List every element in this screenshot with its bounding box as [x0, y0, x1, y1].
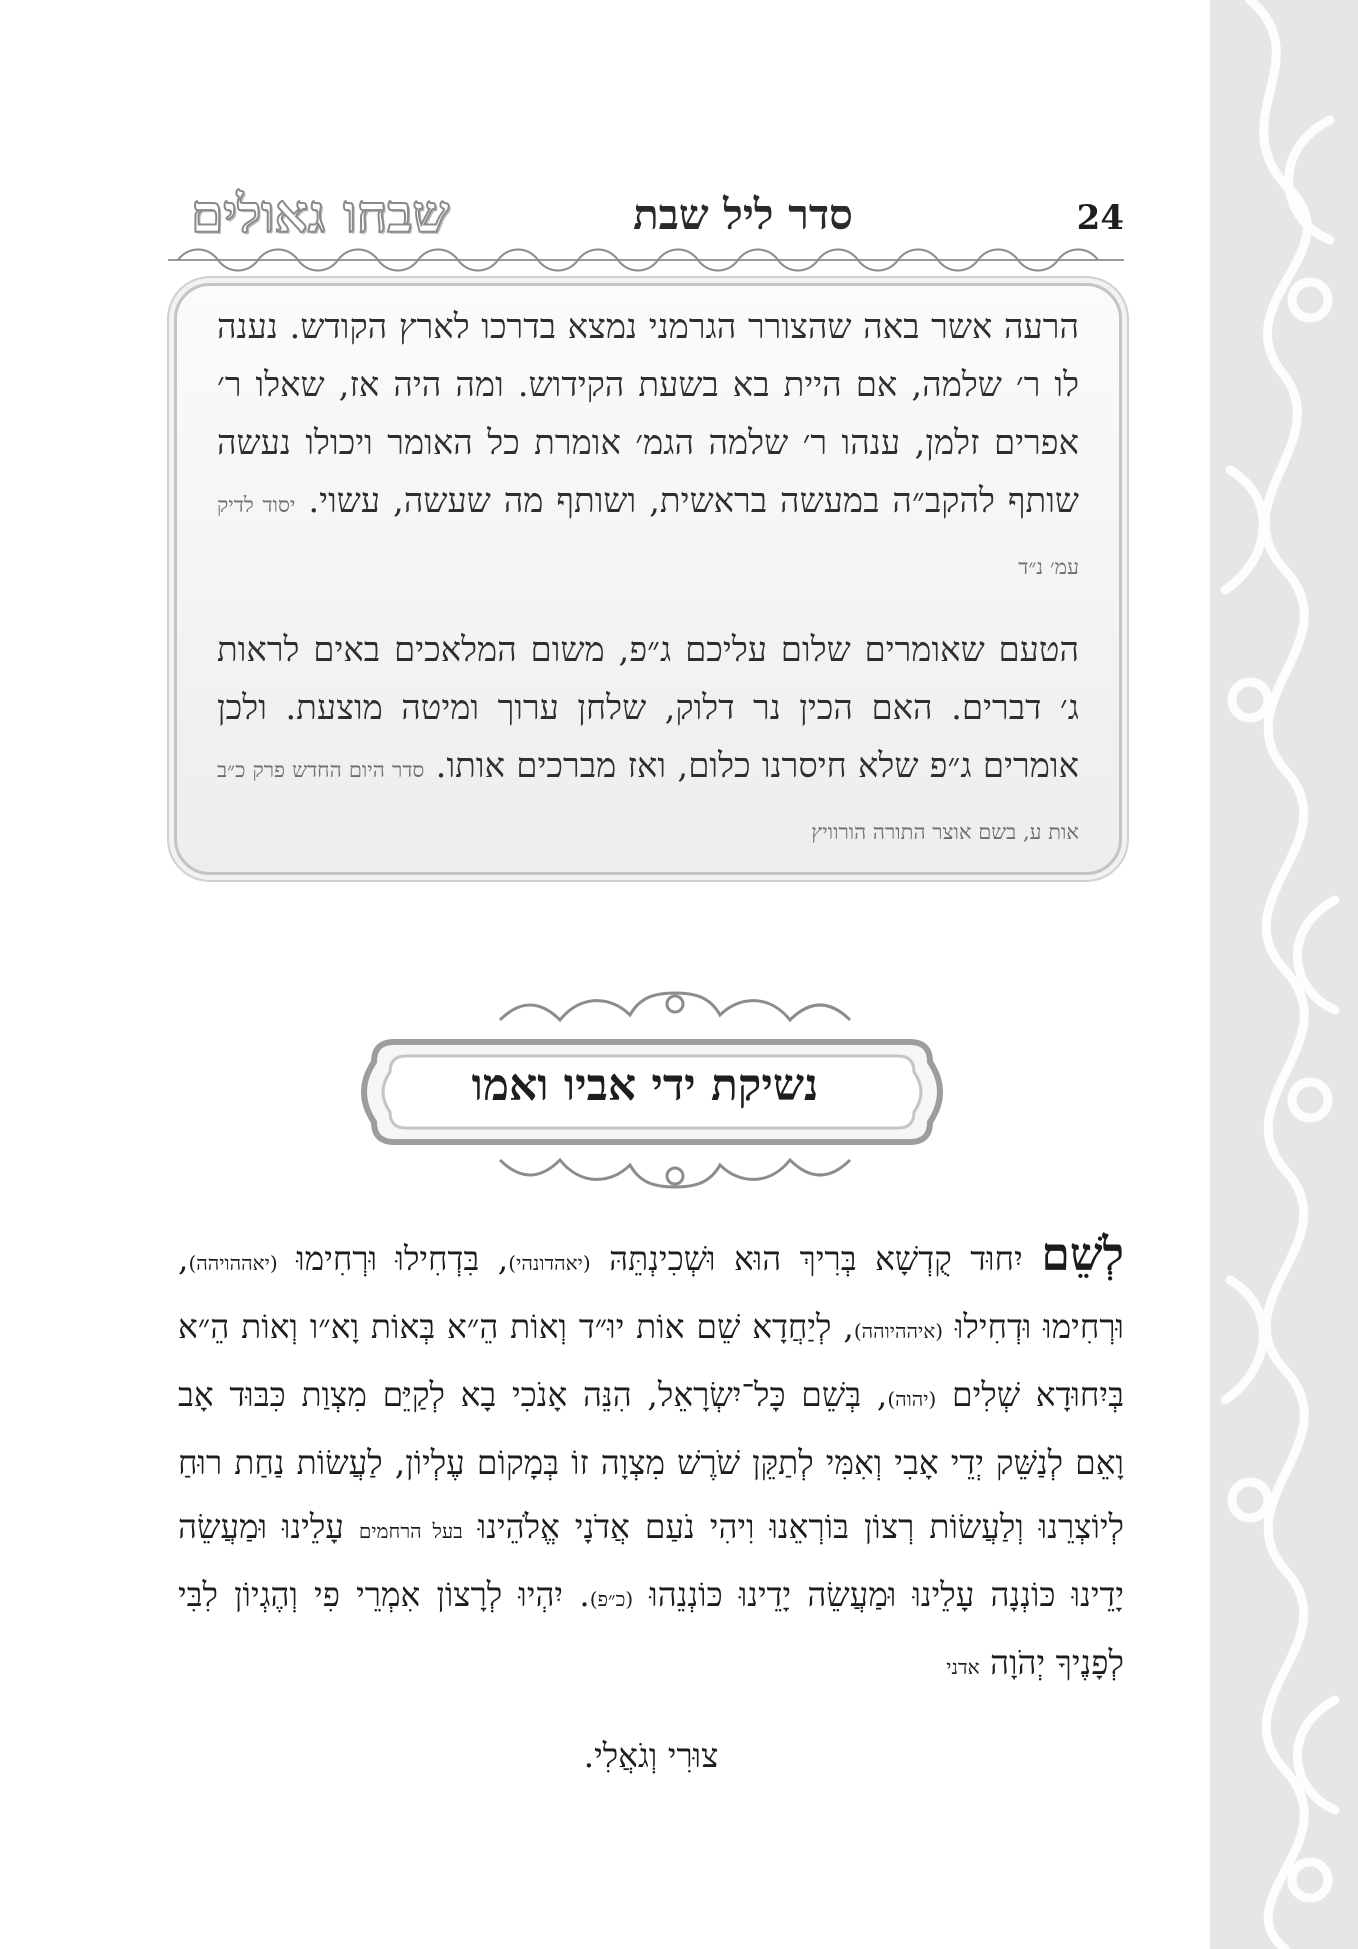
prayer-segment: , בִּדְחִילוּ וּרְחִימוּ — [296, 1239, 509, 1278]
page-number: 24 — [1076, 198, 1124, 238]
prayer-note: (יאהדונהי) — [508, 1251, 591, 1275]
prayer-note: (איההיוהה) — [853, 1319, 944, 1343]
prayer-note: (כ״פ) — [589, 1587, 634, 1611]
note-paragraph-2-source: סדר היום החדש פרק כ״ב אות ע, בשם אוצר התורה הורוויץ — [217, 758, 1079, 844]
prayer-segment: , וּרְחִימוּ וּדְחִילוּ — [178, 1239, 1124, 1346]
prayer-segment: עָלֵינוּ וּמַעֲשֵׂה יָדֵינוּ כּוֹנְנָה עָלֵינוּ וּמַעֲשֵׂה יָדֵינוּ כּוֹנְנֵהוּ — [178, 1507, 1124, 1614]
banner-bottom-ornament — [490, 1150, 860, 1190]
header-ornament-rule — [168, 248, 1124, 272]
prayer-lead-word: לְשֵׁם — [1041, 1227, 1125, 1281]
prayer-segment: יִחוּד קֻדְשָׁא בְּרִיךְ הוּא וּשְׁכִינְתֵּהּ — [609, 1239, 1023, 1278]
note-paragraph-1-source: יסוד לדיק עמ׳ נ״ד — [217, 493, 1079, 579]
prayer-segment: . יִהְיוּ לְרָצוֹן אִמְרֵי פִי וְהֶגְיוֹן לִבִּי לְפָנֶיךָ יְהֹוָה — [178, 1575, 1124, 1682]
section-title: סדר ליל שבת — [633, 190, 853, 239]
prayer-note: (יהוה) — [887, 1387, 937, 1411]
prayer-note: אדני — [946, 1655, 980, 1679]
note-paragraph-2 — [217, 621, 1079, 861]
prayer-segment: , לְיַחֲדָא שֵׁם אוֹת יוּ״ד וְאוֹת הֵ״א בְּאוֹת וָא״ו וְאוֹת הֵ״א בְּיִחוּדָא שְׁלִים — [178, 1307, 1124, 1414]
note-paragraph-1 — [217, 298, 1079, 596]
note-paragraph-1-text: הרעה אשר באה שהצורר הגרמני נמצא בדרכו לארץ הקודש. נענה לו ר׳ שלמה, אם היית בא בשעת הקידוש. ומה היה אז, שאלו ר׳ אפרים זלמן, ענהו ר׳ שלמה הגמ׳ אומרת כל האומר ויכולו נעשה שותף להקב״ה במעשה בראשית, ושותף מה שעשה, עשוי. — [217, 307, 1079, 521]
prayer-text — [178, 1222, 1124, 1699]
note-box — [174, 283, 1122, 875]
note-paragraph-2-text: הטעם שאומרים שלום עליכם ג״פ, משום המלאכים באים לראות ג׳ דברים. האם הכין נר דלוק, שלחן ערוך ומיטה מוצעת. ולכן אומרים ג״פ שלא חיסרנו כלום, ואז מברכים אותו. — [217, 630, 1079, 786]
prayer-note: (יאההויהה) — [188, 1251, 278, 1275]
book-title: שבחו גאולים — [190, 184, 450, 245]
prayer-note: בעל הרחמים — [358, 1519, 463, 1543]
side-ornament — [1210, 0, 1358, 1949]
prayer-segment: , בְּשֵׁם כָּל־יִשְׂרָאֵל, הִנֵּה אָנֹכִי בָא לְקַיֵּם מִצְוַת כִּבּוּד אָב וָאֵם לְנַשֵּׁק יְדֵי אָבִי וְאִמִּי לְתַקֵּן שֹׁרֶשׁ מִצְוָה זוֹ בְּמָקוֹם עֶלְיוֹן, לַעֲשׂוֹת נַחַת רוּחַ לְיוֹצְרֵנוּ וְלַעֲשׂוֹת רְצוֹן בּוֹרְאֵנוּ וִיהִי נֹעַם אֲדֹנָי אֱלֹהֵינוּ — [178, 1375, 1124, 1546]
banner-title: נשיקת ידי אביו ואמו — [471, 1060, 819, 1111]
prayer-closing: צוּרִי וְגֹאֲלִי. — [583, 1736, 719, 1775]
